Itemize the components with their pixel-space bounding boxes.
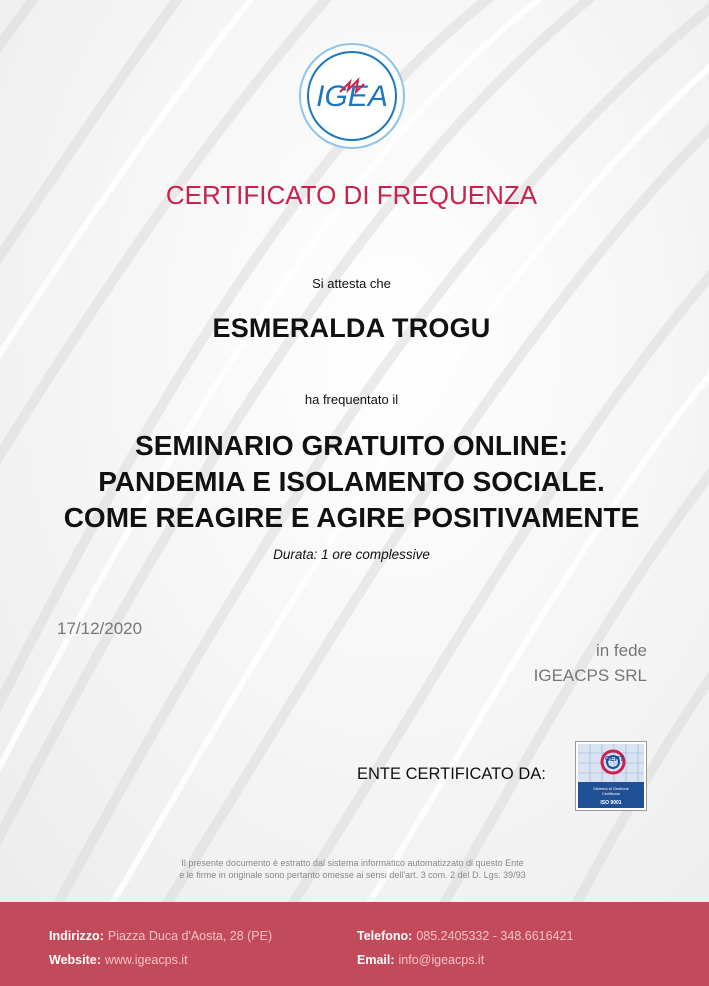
course-title-line: COME REAGIRE E AGIRE POSITIVAMENTE xyxy=(63,502,640,533)
course-duration: Durata: 1 ore complessive xyxy=(273,547,430,562)
svg-text:Sistema di Gestione: Sistema di Gestione xyxy=(593,786,629,791)
address-label: Indirizzo: xyxy=(49,929,104,943)
footer-website xyxy=(49,953,188,967)
footer-email xyxy=(357,953,484,967)
website-label: Website: xyxy=(49,953,101,967)
course-title-line: SEMINARIO GRATUITO ONLINE: xyxy=(135,430,568,461)
email-link[interactable]: info@igeacps.it xyxy=(398,953,485,967)
ente-certificato-label: ENTE CERTIFICATO DA: xyxy=(357,765,546,783)
disclaimer-line: Il presente documento è estratto dal sistema informatico automatizzato di questo Ente xyxy=(181,858,524,868)
course-title xyxy=(0,428,703,536)
contact-footer xyxy=(0,902,709,986)
course-title-line: PANDEMIA E ISOLAMENTO SOCIALE. xyxy=(98,466,605,497)
certificate-title: CERTIFICATO DI FREQUENZA xyxy=(165,180,538,210)
email-label: Email: xyxy=(357,953,395,967)
igea-logo xyxy=(298,42,406,150)
iso-9001-badge xyxy=(575,741,647,811)
svg-text:ISO 9001: ISO 9001 xyxy=(600,800,622,806)
attesta-text: Si attesta che xyxy=(312,276,391,291)
company-name: IGEACPS SRL xyxy=(533,666,647,685)
svg-text:IGEA: IGEA xyxy=(316,80,388,113)
phone-label: Telefono: xyxy=(357,929,413,943)
frequentato-text: ha frequentato il xyxy=(304,392,399,407)
phone-value[interactable]: 085.2405332 - 348.6616421 xyxy=(416,929,574,943)
footer-address xyxy=(49,929,272,943)
svg-text:CERT: CERT xyxy=(605,756,625,763)
footer-phone xyxy=(357,929,573,943)
disclaimer-line: e le firme in originale sono pertanto omesse ai sensi dell'art. 3 com. 2 del D. Lgs. 39/93 xyxy=(179,870,526,880)
recipient-name: ESMERALDA TROGU xyxy=(212,313,491,343)
address-value: Piazza Duca d'Aosta, 28 (PE) xyxy=(107,929,273,943)
legal-disclaimer xyxy=(0,857,705,881)
in-fede-text: in fede xyxy=(595,641,647,660)
certificate-date: 17/12/2020 xyxy=(57,619,143,638)
svg-text:Certificato: Certificato xyxy=(601,791,621,796)
website-link[interactable]: www.igeacps.it xyxy=(104,953,188,967)
